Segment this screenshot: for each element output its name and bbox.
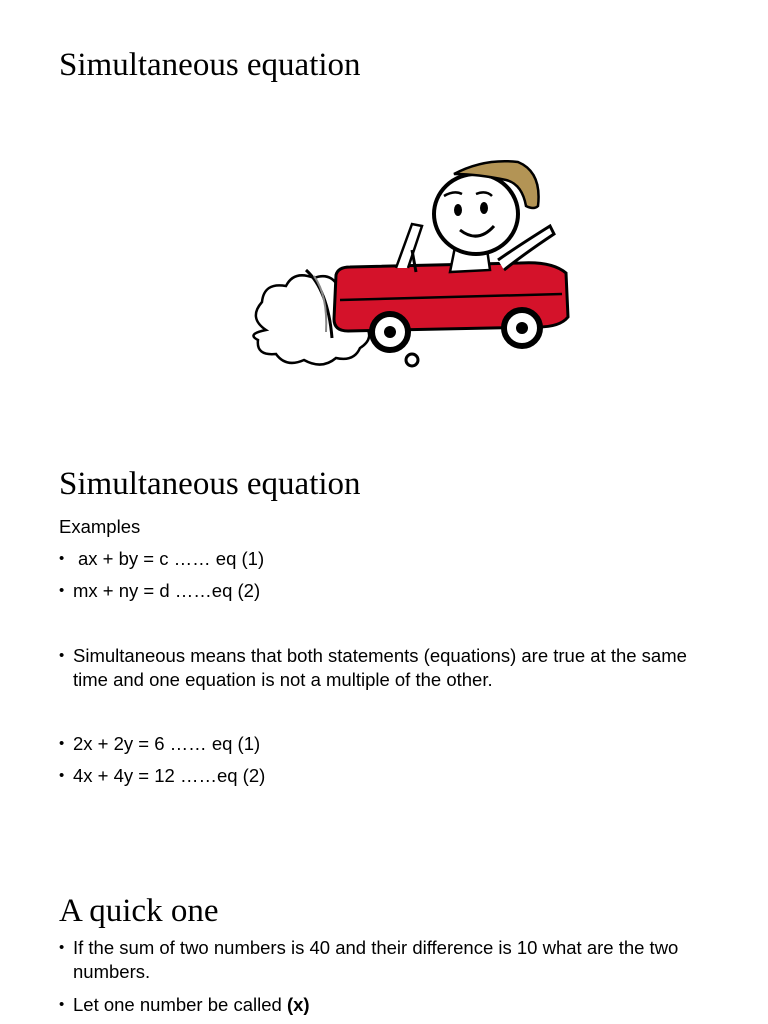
slide-1 bbox=[0, 0, 768, 420]
bullet-example-eq2: • mx + ny = d ……eq (2) bbox=[59, 579, 719, 603]
let-x-text: Let one number be called bbox=[73, 994, 287, 1015]
slide-3 bbox=[0, 860, 768, 1024]
bullet-definition: • Simultaneous means that both statements (equations) are true at the same time and one equation is not a multiple of the other. bbox=[59, 644, 719, 692]
bullet-counterexample-eq1: • 2x + 2y = 6 …… eq (1) bbox=[59, 732, 719, 756]
slide-2-title: Simultaneous equation bbox=[59, 466, 361, 502]
slide-2 bbox=[0, 420, 768, 860]
bullet-problem: • If the sum of two numbers is 40 and their difference is 10 what are the two numbers. bbox=[59, 936, 719, 984]
variable-x: (x) bbox=[286, 994, 310, 1015]
slide-1-title: Simultaneous equation bbox=[59, 47, 361, 83]
bullet-example-eq1: • ax + by = c …… eq (1) bbox=[59, 547, 719, 571]
slide-3-title: A quick one bbox=[59, 893, 219, 929]
bullet-let-x bbox=[59, 993, 719, 1017]
bullet-counterexample-eq2: • 4x + 4y = 12 ……eq (2) bbox=[59, 764, 719, 788]
cartoon-man-driving-red-car-icon bbox=[236, 150, 572, 380]
examples-label: Examples bbox=[59, 516, 141, 537]
